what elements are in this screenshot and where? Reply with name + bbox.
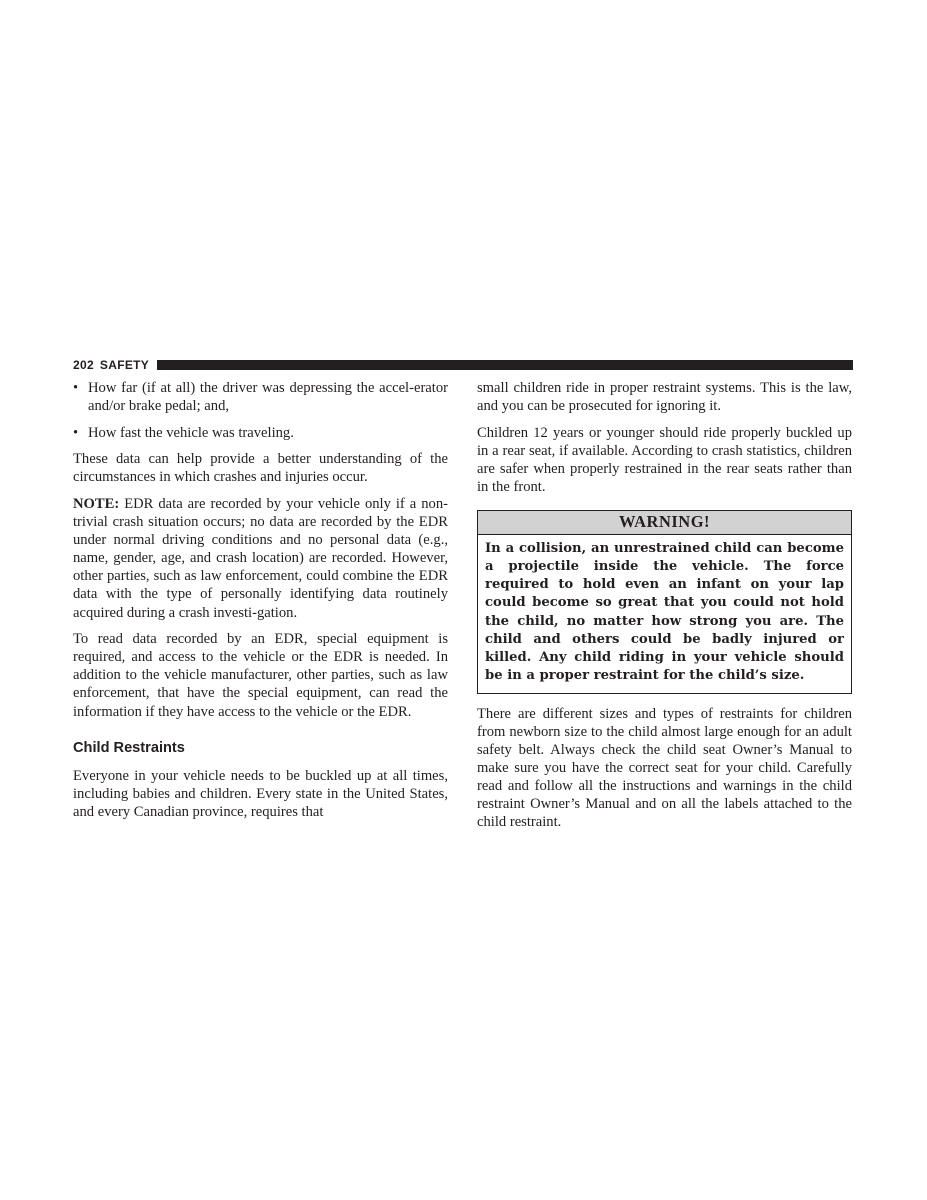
left-column: [73, 379, 448, 829]
page-number: 202: [73, 358, 94, 372]
bullet-icon: •: [73, 380, 79, 396]
paragraph: To read data recorded by an EDR, special equipment is required, and access to the vehicle or the EDR is needed. In addition to the vehicle manufacturer, other parties, such as law enforcement, that have the special equipment, can read the information if they have access to the vehicle or the EDR.: [73, 631, 448, 720]
paragraph: small children ride in proper restraint systems. This is the law, and you can be prosecuted for ignoring it.: [477, 380, 852, 415]
note-paragraph: [73, 495, 448, 622]
header-rule: [157, 360, 853, 370]
warning-box: [477, 510, 852, 694]
warning-title: WARNING!: [478, 511, 851, 535]
paragraph: Children 12 years or younger should ride properly buckled up in a rear seat, if available. According to crash statistics, children are safer when properly restrained in the rear seats rather than in the front.: [477, 424, 852, 495]
bullet-icon: •: [73, 424, 79, 441]
section-title: SAFETY: [99, 358, 150, 372]
warning-text: In a collision, an unrestrained child can become a projectile inside the vehicle. The force required to hold even an infant on your lap could become so great that you could not hold the child, no matter how strong you are. The child and others could be badly injured or killed. Any child riding in your vehicle should be in a proper restraint for the child’s size.: [485, 541, 844, 683]
bullet-text: How far (if at all) the driver was depressing the accel-erator and/or brake pedal; and,: [88, 380, 448, 415]
bullet-item: [73, 379, 448, 415]
right-column: [477, 379, 852, 840]
paragraph: These data can help provide a better understanding of the circumstances in which crashes and injuries occur.: [73, 451, 448, 486]
note-text: EDR data are recorded by your vehicle only if a non-trivial crash situation occurs; no data are recorded by the EDR under normal driving conditions and no personal data (e.g., name, gender, age, and crash location) are recorded. However, other parties, such as law enforcement, could combine the EDR data with the type of personally identifying data routinely acquired during a crash investi-gation.: [73, 495, 448, 621]
page-header: [73, 358, 853, 372]
bullet-item: [73, 424, 448, 442]
paragraph: Everyone in your vehicle needs to be buckled up at all times, including babies and children. Every state in the United States, and every Canadian province, requires that: [73, 767, 448, 820]
paragraph: There are different sizes and types of restraints for children from newborn size to the child almost large enough for an adult safety belt. Always check the child seat Owner’s Manual to make sure you have the correct seat for your child. Carefully read and follow all the instructions and warnings in the child restraint Owner’s Manual and on all the labels attached to the child restraint.: [477, 705, 852, 831]
bullet-text: How fast the vehicle was traveling.: [88, 424, 294, 441]
note-label: NOTE:: [73, 495, 120, 512]
section-heading: Child Restraints: [73, 739, 185, 756]
